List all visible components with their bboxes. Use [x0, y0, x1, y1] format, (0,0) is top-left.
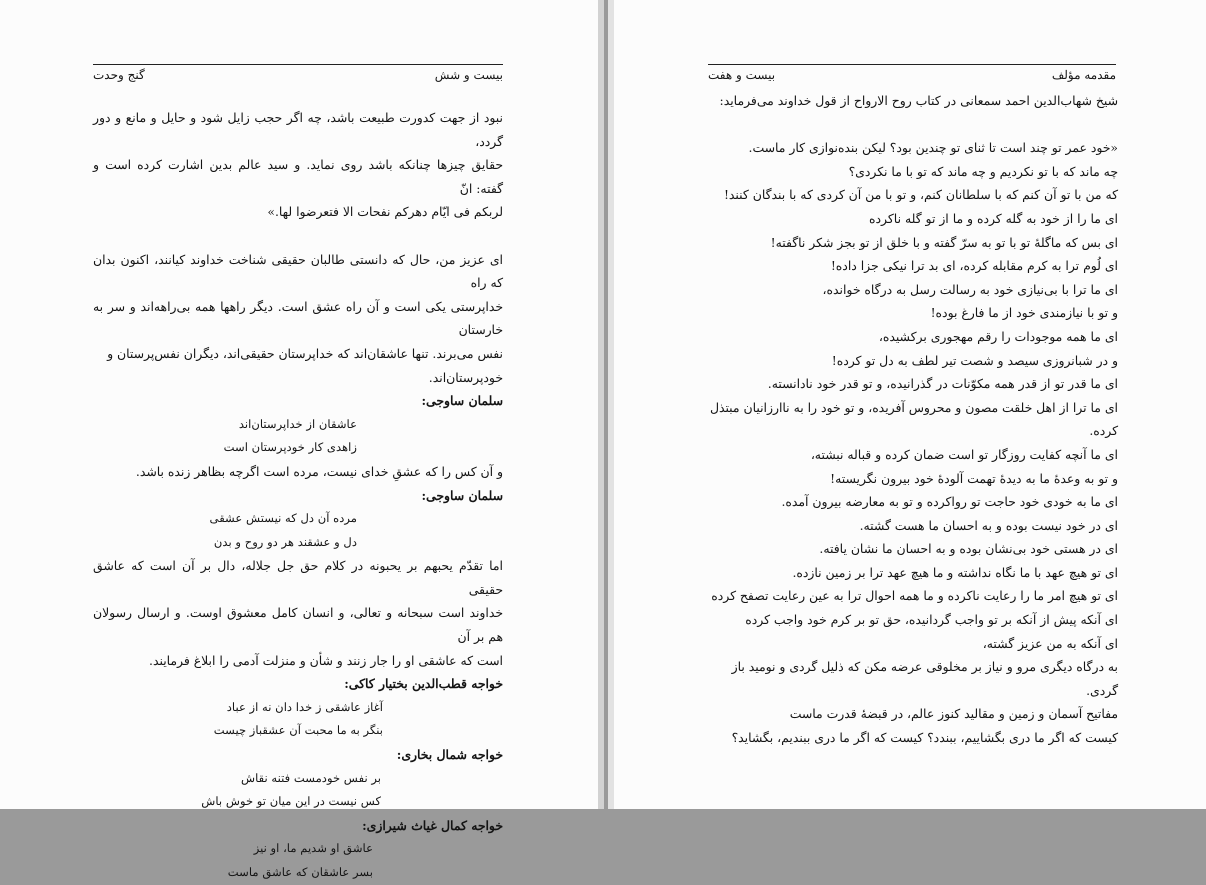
paragraph-line: لربکم فی ایّام دهرکم نفحات الا فتعرضوا لها.» — [267, 204, 503, 220]
paragraph-line: نفس می‌برند. تنها عاشقان‌اند که خداپرستان حقیقی‌اند، دیگران نفس‌پرستان و خودپرستان‌اند. — [107, 345, 503, 385]
text-line: «خود عمر تو چند است تا ثنای تو چندین بود؟ لیکن بنده‌نوازی کار ماست. — [748, 140, 1118, 156]
verse-line: آغاز عاشقی ز خدا دان نه از عباد — [226, 699, 383, 714]
paragraph-line: نبود از جهت کدورت طبیعت باشد، چه اگر حجب زایل شود و حایل و مانع و دور گردد، — [93, 110, 503, 149]
left-page-number: بیست و شش — [434, 68, 503, 82]
paragraph-line: خداوند است سبحانه و تعالی، و انسان کامل معشوق اوست. و ارسال رسولان هم بر آن — [93, 605, 503, 645]
paragraph-line: ای عزیز من، حال که دانستی طالبان حقیقی شناخت خداوند کیانند، اکنون بدان که راه — [93, 251, 503, 291]
paragraph-line: است که عاشقی او را جار زنند و شأن و منزلت آدمی را ابلاغ فرمایند. — [149, 652, 503, 668]
book-gutter — [598, 0, 604, 809]
left-running-title: گنج وحدت — [93, 68, 145, 82]
paragraph-line: شیخ شهاب‌الدین احمد سمعانی در کتاب روح الارواح از قول خداوند می‌فرماید: — [719, 93, 1118, 108]
right-running-title: مقدمه مؤلف — [1051, 68, 1116, 82]
verse-line: مرده آن دل که نیستش عشقی — [209, 511, 357, 526]
text-line: مفاتیح آسمان و زمین و مقالید کنوز عالم، در قبضهٔ قدرت ماست — [789, 706, 1118, 722]
verse-line: بسر عاشقان که عاشق ماست — [227, 865, 373, 879]
verse-line: بنگر به ما محبت آن عشقباز چیست — [213, 723, 383, 738]
text-line: ای آنکه پیش از آنکه بر تو واجب گردانیده، حق تو بر کرم خود واجب کرده — [745, 612, 1118, 628]
left-page — [0, 0, 598, 879]
text-line: ای در هستی خود بی‌نشان بوده و به احسان ما نشان یافته. — [819, 541, 1118, 557]
verse-block — [93, 767, 503, 814]
text-line: و تو به وعدهٔ ما به دیدهٔ تهمت آلودهٔ خود بیرون نگریسته! — [830, 470, 1118, 486]
text-line: و تو با نیازمندی خود از ما فارغ بوده! — [930, 305, 1118, 321]
verse-line: دل و عشقند هر دو روح و بدن — [213, 534, 357, 549]
poet-heading: خواجه قطب‌الدین بختیار کاکی: — [344, 676, 503, 692]
text-line: ای تو هیچ امر ما را رعایت ناکرده و ما همه احوال ترا به عین رعایت تصفح کرده — [711, 588, 1118, 604]
verse-line: بر نفس خودمست فتنه نقاش — [240, 770, 381, 785]
right-page-header — [708, 64, 1116, 84]
verse-line: کس نیست در این میان تو خوش باش — [201, 794, 381, 809]
left-page-body — [93, 106, 503, 885]
text-line: ای ما را از خود به گله کرده و ما از تو گله ناکرده — [869, 210, 1118, 226]
text-line: چه ماند که با تو نکردیم و چه ماند که تو با ما نکردی؟ — [848, 163, 1118, 179]
text-line: که من با تو آن کنم که با سلطانان کنم، و تو با من آن کردی که با بندگان کنند! — [723, 187, 1118, 203]
text-line: کیست که اگر ما دری بگشاییم، ببندد؟ کیست که اگر ما دری ببندیم، بگشاید؟ — [731, 730, 1118, 746]
right-page-number: بیست و هفت — [708, 68, 776, 82]
poet-heading: سلمان ساوجی: — [421, 393, 503, 409]
text-line: ای ما آنچه کفایت روزگار تو است ضمان کرده و قباله نبشته، — [810, 446, 1118, 462]
text-line: ای ما ترا از اهل خلقت مصون و محروس آفریده، و تو خود را به ناارزانیان مبتذل کرده. — [709, 399, 1118, 439]
verse-block — [93, 413, 503, 460]
text-line: و در شبانروزی سیصد و شصت تیر لطف به دل تو کرده! — [831, 352, 1118, 368]
text-line: ای آنکه به من عزیز گشته، — [982, 635, 1118, 651]
text-line: به درگاه دیگری مرو و نیاز بر مخلوقی عرضه مکن که ذلیل گردی و نومید باز گردی. — [731, 659, 1118, 698]
verse-line: عاشقان از خداپرستان‌اند — [238, 416, 357, 431]
text-line: ای تو هیچ عهد با ما نگاه نداشته و ما هیچ عهد ترا بر زمین نازده. — [792, 564, 1118, 580]
text-line: ای ما به خودی خود حاجت تو رواکرده و تو به معارضه بیرون آمده. — [781, 494, 1118, 510]
verse-line: عاشق او شدیم ما، او نیز — [253, 841, 373, 856]
text-line: ای ما ترا با بی‌نیازی خود به رسالت رسل به درگاه خوانده، — [822, 281, 1118, 297]
text-line: ای ما قدر تو از قدر همه مکوّنات در گذرانیده، و تو قدر خود نادانسته. — [767, 376, 1118, 392]
verse-line: زاهدی کار خودپرستان است — [223, 440, 357, 455]
poet-heading: خواجه شمال بخاری: — [396, 747, 503, 763]
verse-block — [93, 696, 503, 743]
paragraph-line: و آن کس را که عشقِ خدای نیست، مرده است اگرچه بظاهر زنده باشد. — [135, 463, 503, 479]
text-line: ای در خود نیست بوده و به احسان ما هست گشته. — [859, 517, 1118, 533]
paragraph-line: خداپرستی یکی است و آن راه عشق است. دیگر راهها همه بی‌راهه‌اند و سر به خارستان — [93, 298, 503, 338]
text-line: ای لُوم ترا به کرم مقابله کرده، ای بد ترا نیکی جزا داده! — [830, 258, 1118, 274]
left-page-header — [93, 64, 503, 84]
verse-block — [93, 507, 503, 554]
poet-heading: خواجه کمال غیاث شیرازی: — [362, 817, 503, 833]
right-page-body — [706, 89, 1118, 750]
paragraph-line: حقایق چیزها چنانکه باشد روی نماید. و سید عالم بدین اشارت کرده است و گفته: انّ — [93, 157, 503, 196]
text-line: ای ما همه موجودات را رقم مهجوری برکشیده، — [878, 328, 1118, 344]
verse-block — [93, 837, 503, 884]
poet-heading: سلمان ساوجی: — [421, 487, 503, 503]
right-page — [614, 0, 1206, 809]
paragraph-line: اما تقدّم یحبهم بر یحبونه در کلام حق جل جلاله، دال بر آن است که عاشق حقیقی — [93, 558, 503, 597]
text-line: ای بس که ماگلهٔ تو با تو به سرّ گفته و با خلق از تو بجز شکر ناگفته! — [770, 234, 1118, 250]
